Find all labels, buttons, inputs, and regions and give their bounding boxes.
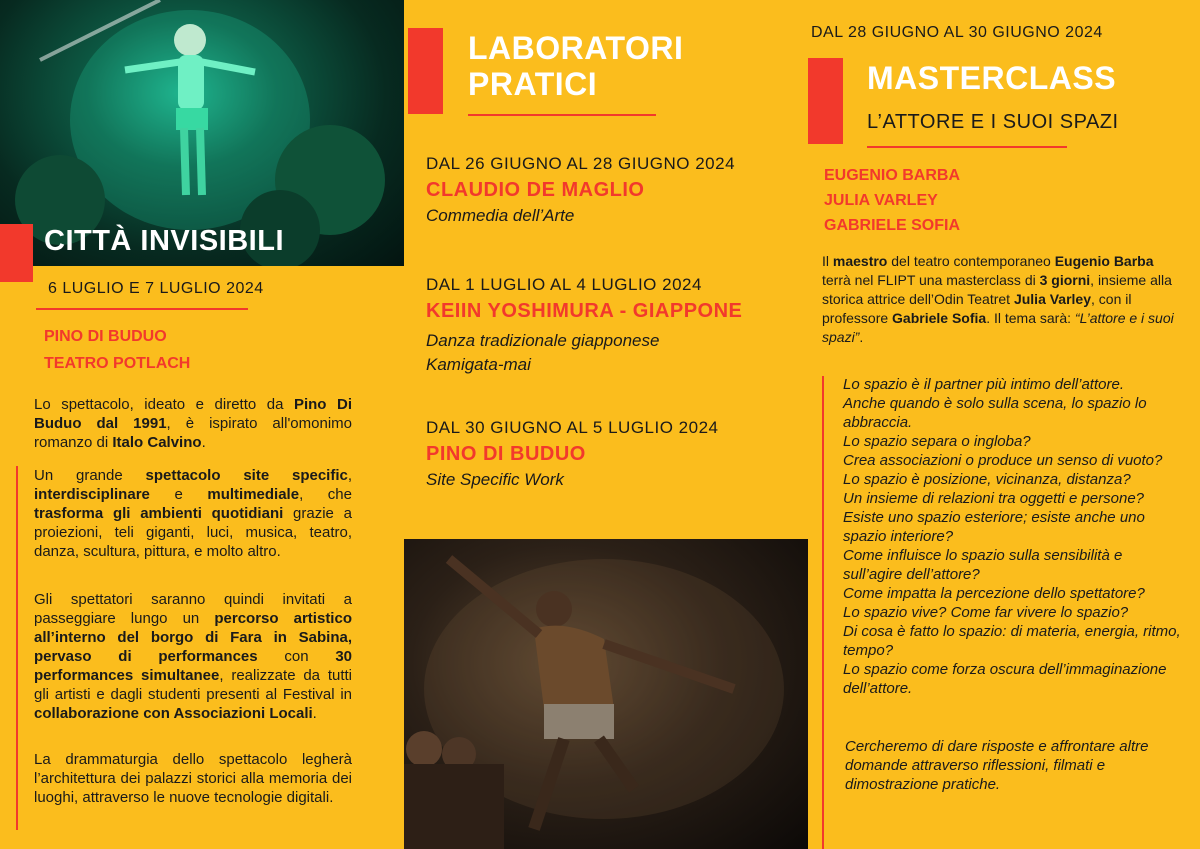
name-pino: PINO DI BUDUO xyxy=(44,328,167,345)
middle-divider xyxy=(468,114,656,116)
right-intro: Il maestro del teatro contemporaneo Eugenio Barba terrà nel FLIPT una masterclass di 3 giorni, insieme alla storica attrice dell’Odin Teatret Julia Varley, con il professore Gabriele Sofia. Il tema sarà: “L’attore e i suoi spazi”. xyxy=(822,253,1174,345)
left-paragraph-1: Lo spettacolo, ideato e diretto da Pino Di Buduo dal 1991, è ispirato all'omonimo romanzo di Italo Calvino. xyxy=(34,396,352,451)
right-accent-bar xyxy=(808,58,843,144)
right-divider xyxy=(867,146,1067,148)
questions-list: Lo spazio è il partner più intimo dell’attore. Anche quando è solo sulla scena, lo spazio lo abbraccia. Lo spazio separa o ingloba? Crea associazioni o produce un senso di vuoto? Lo spazio è posizione, vicinanza, distanza? Un insieme di relazioni tra oggetti e persone? Esiste uno spazio esteriore; esiste anche uno spazio interiore? Come influisce lo spazio sulla sensibilità e sull’agire dell’attore? Come impatta la percezione dello spettatore? Lo spazio vive? Come far vivere lo spazio? Di cosa è fatto lo spazio: di materia, energia, ritmo, tempo? Lo spazio come forza oscura dell’immaginazione dell’attore. xyxy=(843,376,1181,697)
right-subtitle: L’ATTORE E I SUOI SPAZI xyxy=(867,111,1119,133)
right-body-rule xyxy=(822,376,824,849)
dancer-illustration xyxy=(404,539,808,849)
name-potlach: TEATRO POTLACH xyxy=(44,355,191,372)
middle-accent-bar xyxy=(408,28,443,114)
workshop-3: DAL 30 GIUGNO AL 5 LUGLIO 2024 PINO DI BUDUO Site Specific Work xyxy=(426,418,719,489)
workshop-1: DAL 26 GIUGNO AL 28 GIUGNO 2024 CLAUDIO DE MAGLIO Commedia dell’Arte xyxy=(426,154,736,225)
middle-title: LABORATORI PRATICI xyxy=(468,30,684,102)
left-body-rule xyxy=(16,466,18,830)
left-paragraph-2: Un grande spettacolo site specific, interdisciplinare e multimediale, che trasforma gli ambienti quotidiani grazie a proiezioni, teli giganti, luci, musica, teatro, danza, scultura, pittura, e molto altro. xyxy=(34,467,353,560)
dancer-photo xyxy=(404,539,808,849)
name-sofia: GABRIELE SOFIA xyxy=(824,217,961,234)
workshop-2: DAL 1 LUGLIO AL 4 LUGLIO 2024 KEIIN YOSHIMURA - GIAPPONE Danza tradizionale giapponese Kamigata-mai xyxy=(426,275,743,374)
left-divider xyxy=(36,308,248,310)
right-names xyxy=(824,163,960,238)
name-varley: JULIA VARLEY xyxy=(824,192,938,209)
right-date: DAL 28 GIUGNO AL 30 GIUGNO 2024 xyxy=(811,24,1103,41)
left-names xyxy=(44,323,190,377)
right-title: MASTERCLASS xyxy=(867,60,1117,96)
left-title: CITTÀ INVISIBILI xyxy=(44,225,284,257)
title-accent-bar xyxy=(0,224,33,282)
left-date: 6 LUGLIO E 7 LUGLIO 2024 xyxy=(48,280,264,297)
left-paragraph-4: La drammaturgia dello spettacolo legherà l’architettura dei palazzi storici alla memoria dei luoghi, attraverso le nuove tecnologie digitali. xyxy=(34,751,352,806)
left-paragraph-3: Gli spettatori saranno quindi invitati a passeggiare lungo un percorso artistico all’interno del borgo di Fara in Sabina, pervaso di performances con 30 performances simultanee, realizzate da tutti gli artisti e dagli studenti presenti al Festival in collaborazione con Associazioni Locali. xyxy=(34,591,352,722)
closing-text: Cercheremo di dare risposte e affrontare altre domande attraverso riflessioni, filmati e dimostrazione pratiche. xyxy=(845,738,1149,793)
name-barba: EUGENIO BARBA xyxy=(824,167,961,184)
